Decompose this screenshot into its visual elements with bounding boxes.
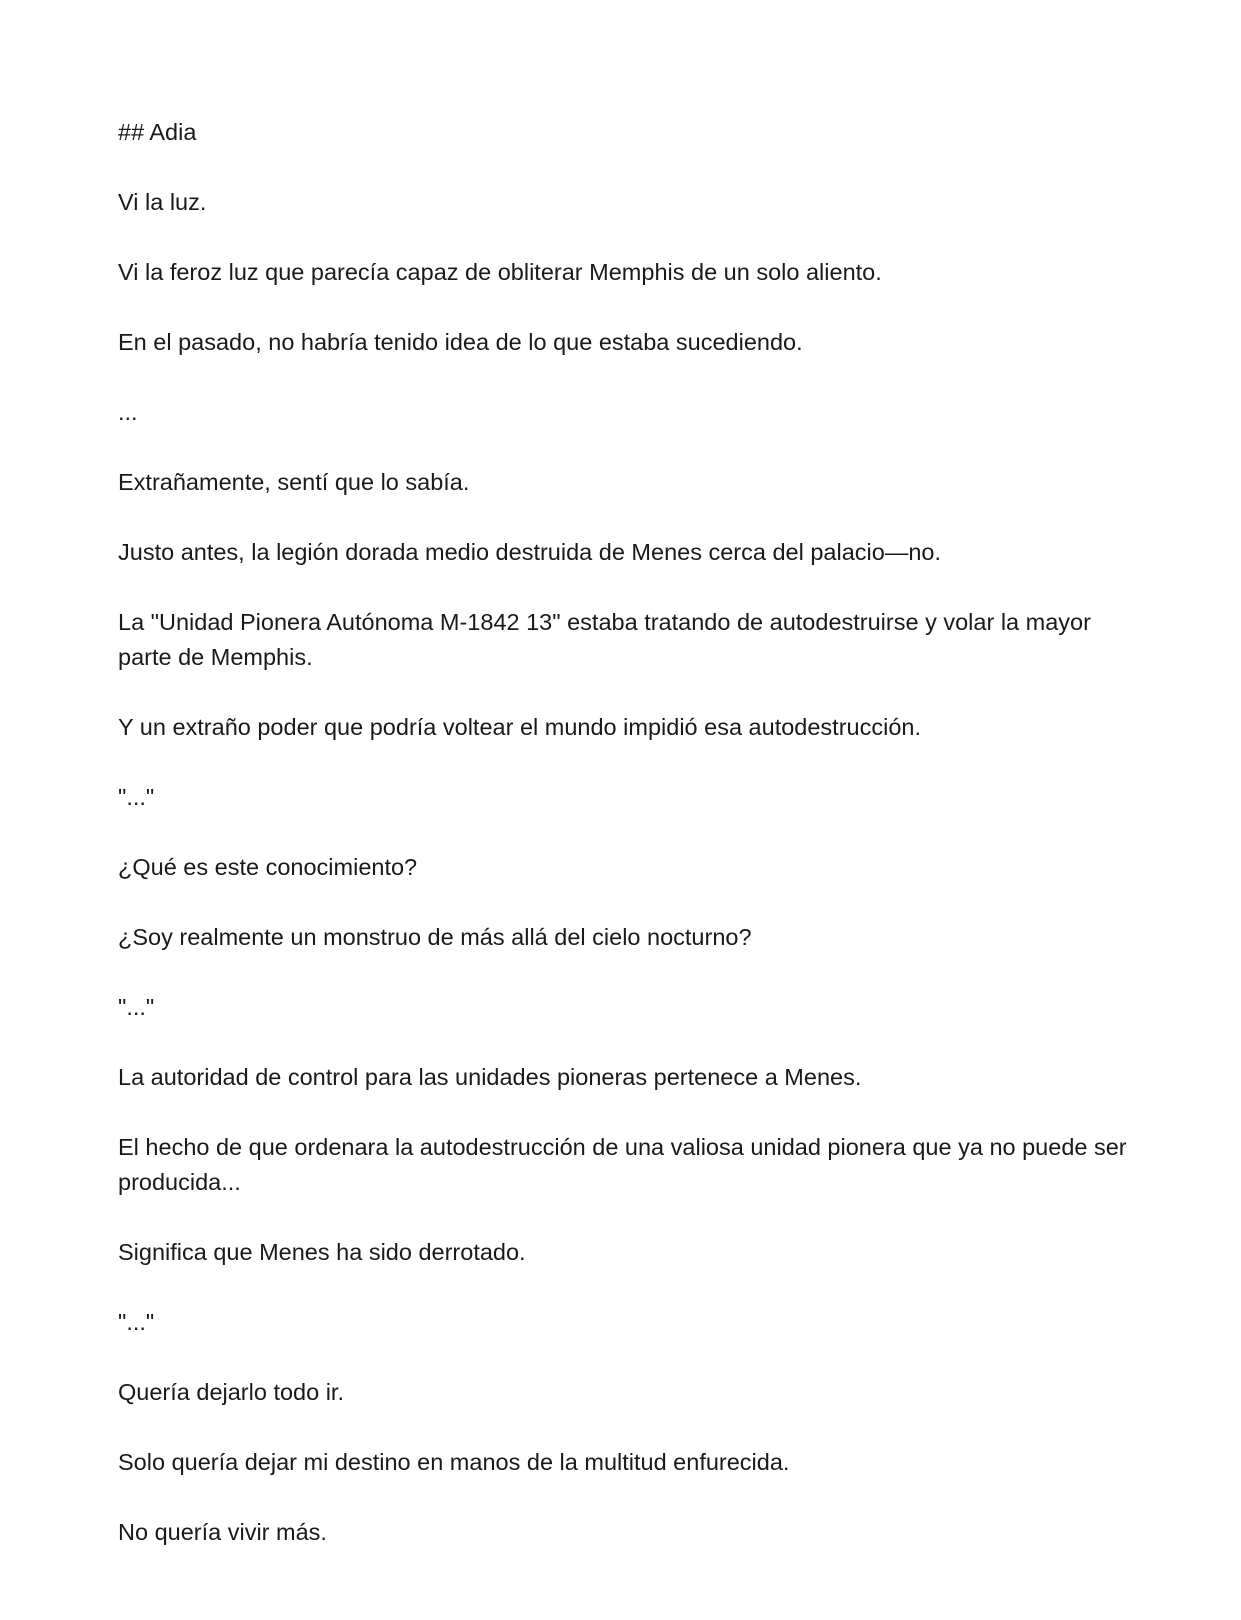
paragraph: ¿Soy realmente un monstruo de más allá del cielo nocturno?: [118, 924, 752, 950]
paragraph: El hecho de que ordenara la autodestrucción de una valiosa unidad pionera que ya no puede ser producida...: [118, 1134, 1127, 1195]
paragraph: Vi la feroz luz que parecía capaz de obliterar Memphis de un solo aliento.: [118, 259, 882, 285]
section-heading: ## Adia: [118, 119, 197, 145]
paragraph: Quería dejarlo todo ir.: [118, 1379, 344, 1405]
paragraph: ¿Qué es este conocimiento?: [118, 854, 418, 880]
document-body: [118, 115, 1128, 1585]
paragraph: Extrañamente, sentí que lo sabía.: [118, 469, 470, 495]
paragraph: La autoridad de control para las unidades pioneras pertenece a Menes.: [118, 1064, 862, 1090]
paragraph: Y un extraño poder que podría voltear el mundo impidió esa autodestrucción.: [118, 714, 921, 740]
paragraph: "...": [118, 784, 155, 810]
paragraph: No quería vivir más.: [118, 1519, 327, 1545]
paragraph: En el pasado, no habría tenido idea de lo que estaba sucediendo.: [118, 329, 803, 355]
paragraph: Vi la luz.: [118, 189, 207, 215]
paragraph: Solo quería dejar mi destino en manos de la multitud enfurecida.: [118, 1449, 790, 1475]
paragraph: "...": [118, 1309, 155, 1335]
paragraph: "...": [118, 994, 155, 1020]
paragraph: Justo antes, la legión dorada medio destruida de Menes cerca del palacio—no.: [118, 539, 942, 565]
paragraph: Significa que Menes ha sido derrotado.: [118, 1239, 526, 1265]
paragraph: ...: [118, 399, 138, 425]
paragraph: La "Unidad Pionera Autónoma M-1842 13" estaba tratando de autodestruirse y volar la mayor parte de Memphis.: [118, 609, 1091, 670]
